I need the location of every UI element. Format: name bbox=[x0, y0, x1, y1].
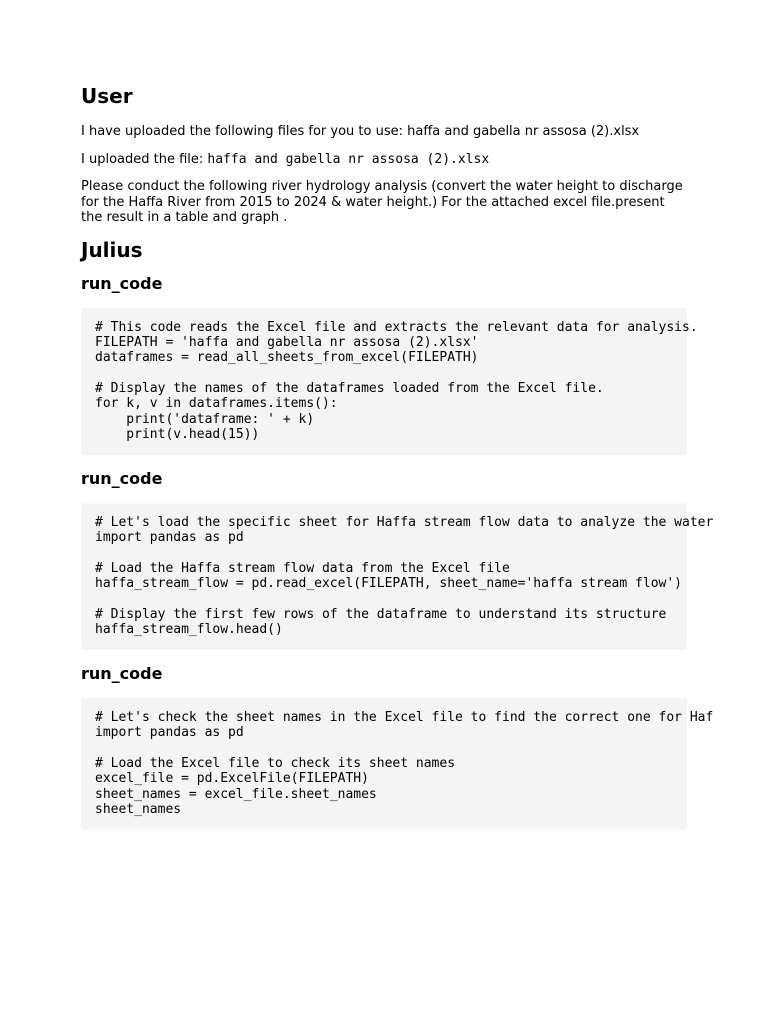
code-block-2 bbox=[81, 503, 714, 650]
code-line: # Load the Excel file to check its sheet names bbox=[95, 755, 456, 771]
code-line bbox=[95, 545, 768, 560]
code-line: print('dataframe: ' + k) bbox=[95, 411, 315, 427]
user-message-files: I have uploaded the following files for you to use: haffa and gabella nr assosa (2).xlsx bbox=[81, 124, 640, 139]
code-line: FILEPATH = 'haffa and gabella nr assosa (2).xlsx' bbox=[95, 334, 479, 350]
user-message-upload bbox=[81, 152, 687, 168]
code-block-3 bbox=[81, 698, 714, 830]
code-line bbox=[95, 366, 768, 381]
code-line: haffa_stream_flow = pd.read_excel(FILEPATH, sheet_name='haffa stream flow') bbox=[95, 576, 682, 592]
code-line: # Load the Haffa stream flow data from the Excel file bbox=[95, 560, 510, 576]
code-line: # Let's check the sheet names in the Excel file to find the correct one for Haf bbox=[95, 709, 714, 725]
code-line: # Display the first few rows of the dataframe to understand its structure bbox=[95, 606, 667, 622]
user-heading: User bbox=[81, 84, 133, 108]
code-line: dataframes = read_all_sheets_from_excel(FILEPATH) bbox=[95, 350, 479, 366]
code-line: excel_file = pd.ExcelFile(FILEPATH) bbox=[95, 771, 369, 787]
code-line bbox=[95, 741, 768, 756]
code-line: sheet_names bbox=[95, 802, 182, 818]
code-line: import pandas as pd bbox=[95, 530, 244, 546]
code-line: # This code reads the Excel file and extracts the relevant data for analysis. bbox=[95, 319, 698, 335]
code-line: for k, v in dataframes.items(): bbox=[95, 396, 338, 412]
code-line bbox=[95, 592, 768, 607]
assistant-heading: Julius bbox=[81, 237, 143, 262]
tool-label-3: run_code bbox=[81, 663, 163, 683]
tool-label-2: run_code bbox=[81, 468, 163, 488]
code-line: print(v.head(15)) bbox=[95, 427, 260, 443]
upload-filename: haffa and gabella nr assosa (2).xlsx bbox=[207, 151, 490, 167]
code-line: sheet_names = excel_file.sheet_names bbox=[95, 786, 377, 802]
code-block-1 bbox=[81, 308, 698, 455]
tool-label-1: run_code bbox=[81, 273, 163, 293]
code-line: # Display the names of the dataframes loaded from the Excel file. bbox=[95, 381, 604, 397]
conversation bbox=[81, 84, 714, 843]
code-line: haffa_stream_flow.head() bbox=[95, 622, 283, 638]
upload-prefix: I uploaded the file: bbox=[81, 151, 208, 167]
code-line: import pandas as pd bbox=[95, 725, 244, 741]
code-line: # Let's load the specific sheet for Haffa stream flow data to analyze the water bbox=[95, 514, 714, 530]
user-message-request: Please conduct the following river hydrology analysis (convert the water height to discharge for the Haffa River from 2015 to 2024 & water height.) For the attached excel file.present the result in a table and graph . bbox=[81, 179, 683, 225]
